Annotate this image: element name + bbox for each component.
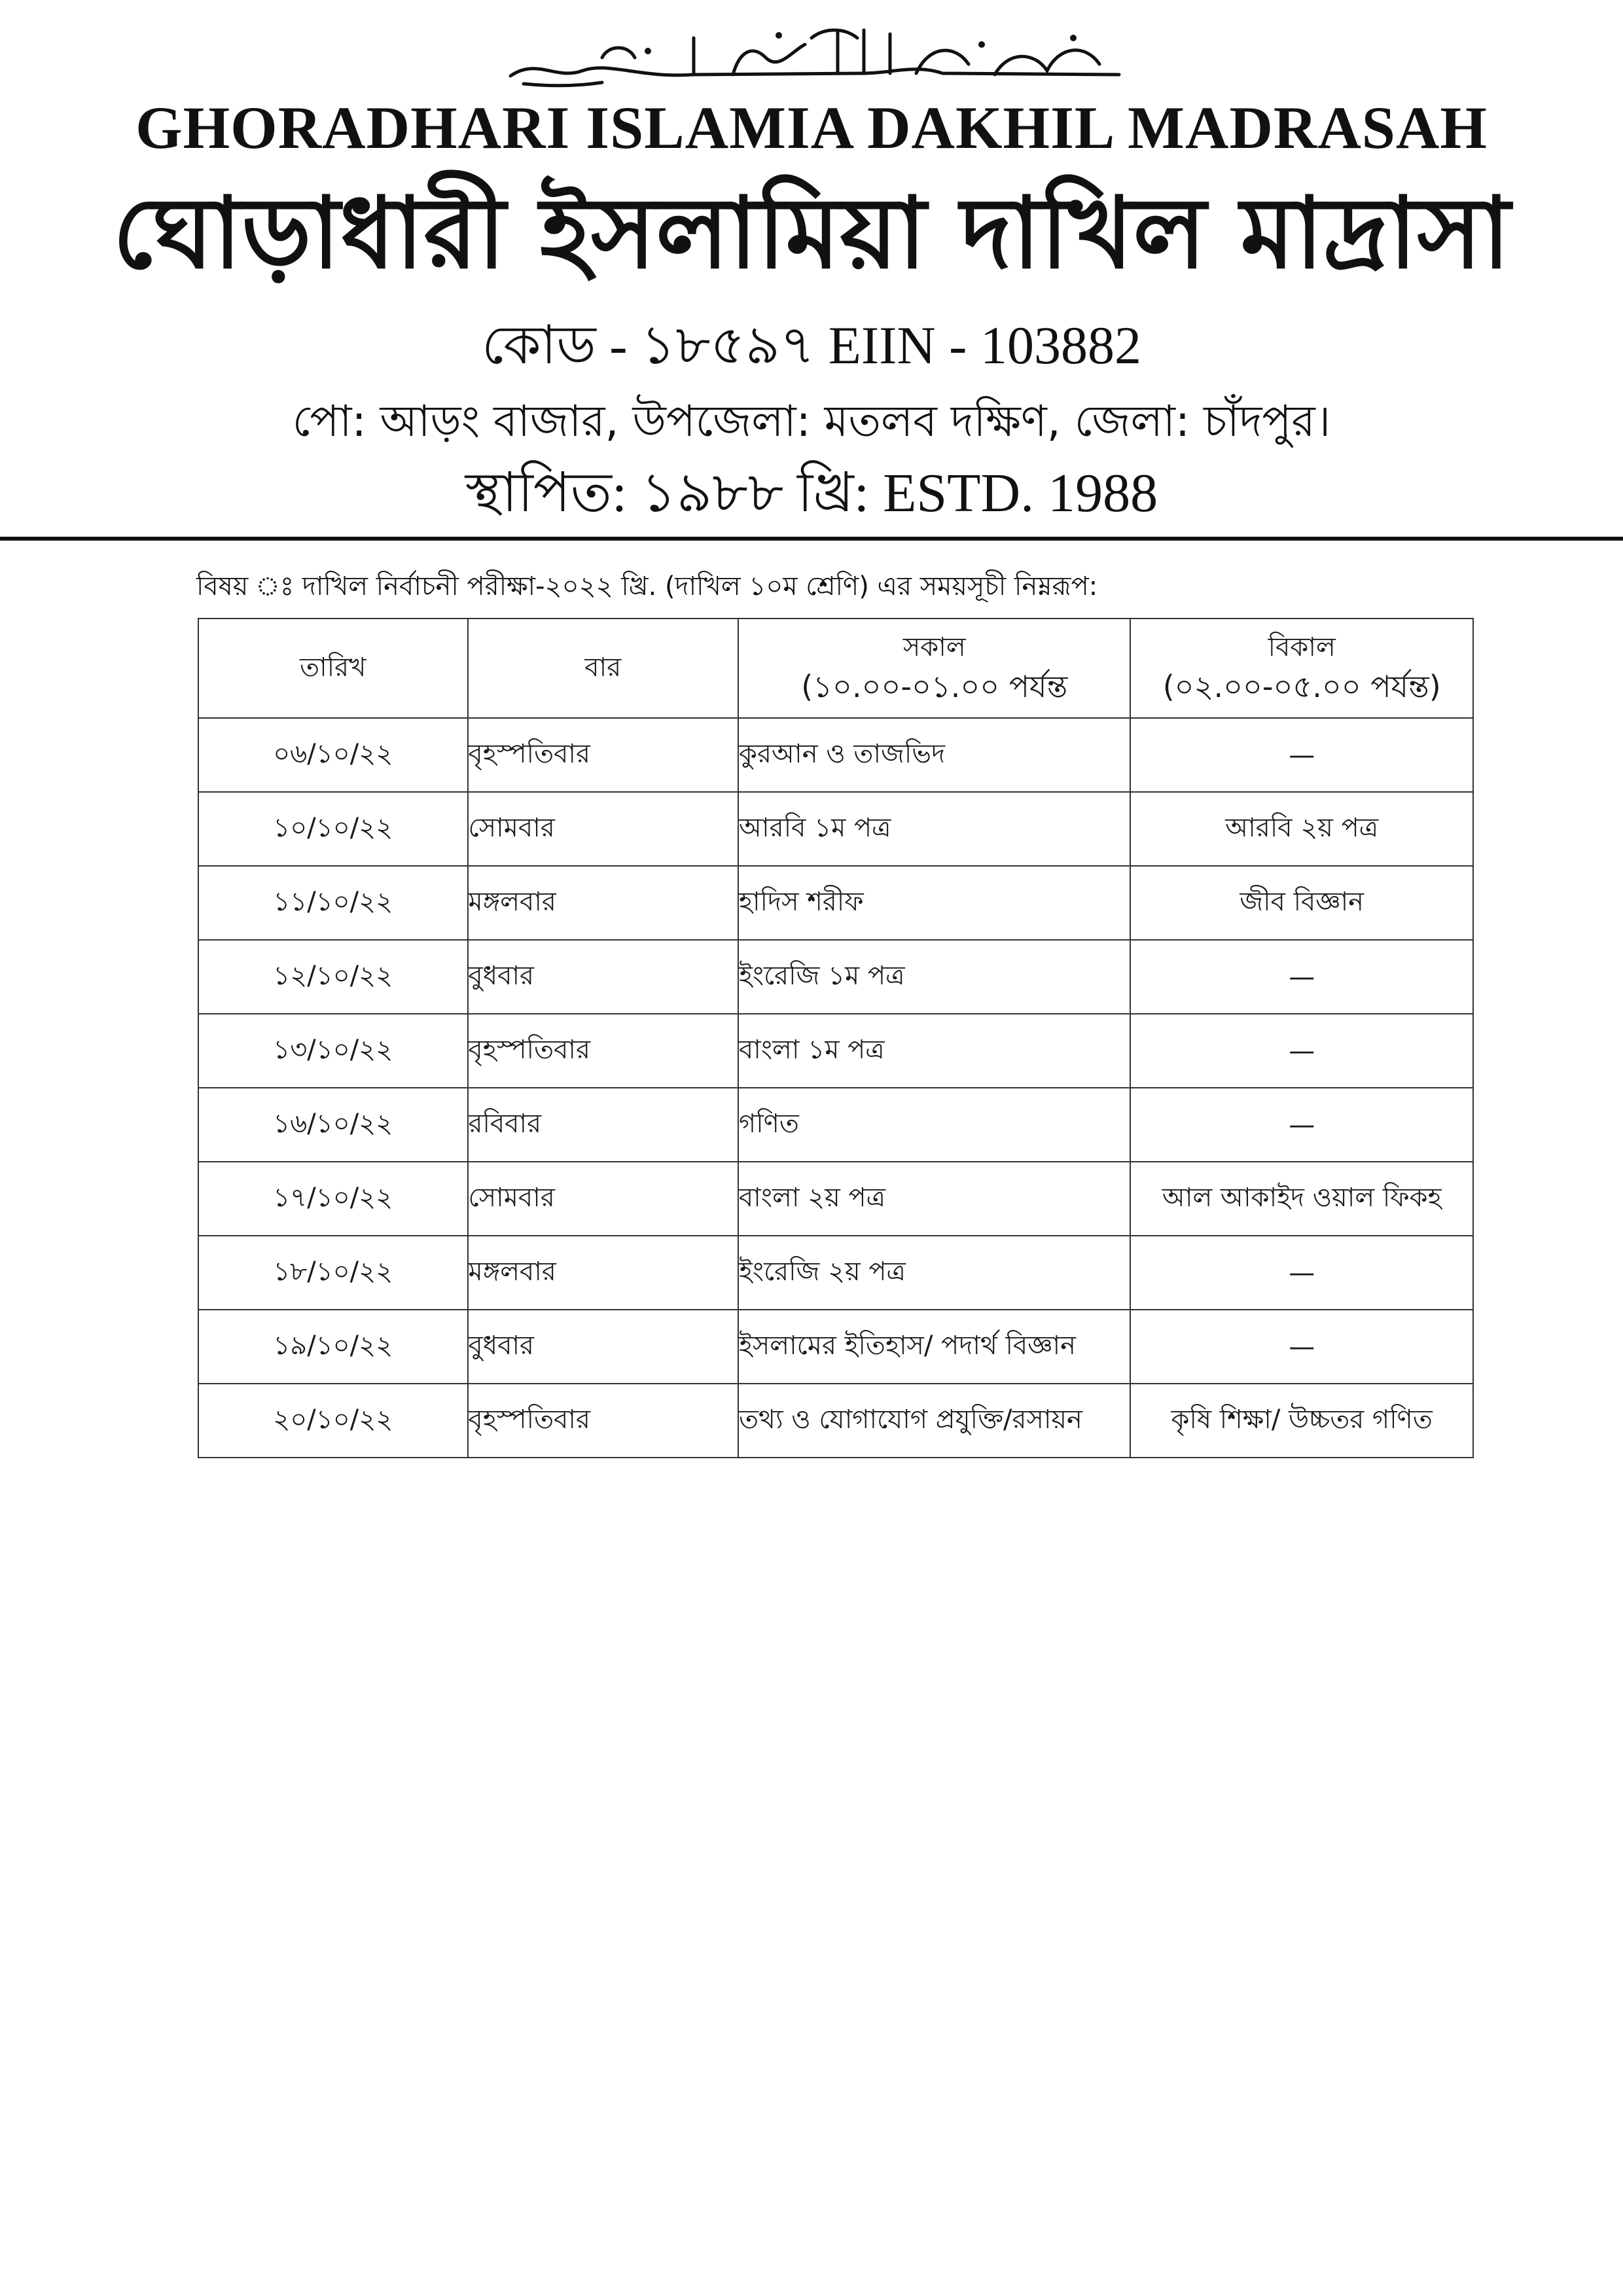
cell-morning-subject: ইংরেজি ১ম পত্র — [738, 940, 1130, 1014]
header-date — [198, 619, 468, 718]
cell-day: বুধবার — [468, 1310, 739, 1384]
header-date-label: তারিখ — [300, 652, 366, 683]
cell-day: সোমবার — [468, 1162, 739, 1236]
cell-date: ১৬/১০/২২ — [198, 1088, 468, 1162]
cell-morning-subject: তথ্য ও যোগাযোগ প্রযুক্তি/রসায়ন — [738, 1384, 1130, 1458]
cell-morning-subject: বাংলা ২য় পত্র — [738, 1162, 1130, 1236]
cell-date: ০৬/১০/২২ — [198, 718, 468, 792]
cell-morning-subject: বাংলা ১ম পত্র — [738, 1014, 1130, 1088]
cell-morning-subject: গণিত — [738, 1088, 1130, 1162]
bismillah-calligraphy — [497, 18, 1139, 90]
table-row — [198, 1088, 1473, 1162]
table-row — [198, 792, 1473, 866]
cell-afternoon-subject: আরবি ২য় পত্র — [1130, 792, 1473, 866]
header-morning — [738, 619, 1130, 718]
bismillah-calligraphy-drawing — [497, 18, 1139, 90]
cell-morning-subject: হাদিস শরীফ — [738, 866, 1130, 940]
code-eiin-line: কোড - ১৮৫৯৭ EIIN - 103882 — [482, 315, 1141, 375]
cell-afternoon-subject: — — [1130, 1088, 1473, 1162]
cell-afternoon-subject: — — [1130, 1310, 1473, 1384]
cell-afternoon-subject: — — [1130, 1014, 1473, 1088]
cell-morning-subject: ইসলামের ইতিহাস/ পদার্থ বিজ্ঞান — [738, 1310, 1130, 1384]
cell-day: বৃহস্পতিবার — [468, 718, 739, 792]
cell-day: সোমবার — [468, 792, 739, 866]
cell-afternoon-subject: — — [1130, 1236, 1473, 1310]
cell-date: ১৮/১০/২২ — [198, 1236, 468, 1310]
cell-date: ১০/১০/২২ — [198, 792, 468, 866]
cell-afternoon-subject: আল আকাইদ ওয়াল ফিকহ — [1130, 1162, 1473, 1236]
madrasah-name-english: GHORADHARI ISLAMIA DAKHIL MADRASAH — [135, 94, 1488, 161]
table-header-row — [198, 619, 1473, 718]
cell-date: ১৩/১০/২২ — [198, 1014, 468, 1088]
table-row — [198, 1236, 1473, 1310]
header-day-label: বার — [584, 652, 622, 683]
header-morning-time: (১০.০০-০১.০০ পর্যন্ত — [801, 669, 1068, 704]
cell-date: ২০/১০/২২ — [198, 1384, 468, 1458]
cell-date: ১১/১০/২২ — [198, 866, 468, 940]
exam-schedule-table — [198, 618, 1474, 1458]
cell-afternoon-subject: কৃষি শিক্ষা/ উচ্চতর গণিত — [1130, 1384, 1473, 1458]
cell-day: মঙ্গলবার — [468, 866, 739, 940]
cell-morning-subject: আরবি ১ম পত্র — [738, 792, 1130, 866]
cell-date: ১৭/১০/২২ — [198, 1162, 468, 1236]
header-afternoon — [1130, 619, 1473, 718]
table-row — [198, 1384, 1473, 1458]
header-afternoon-label: বিকাল — [1268, 632, 1336, 662]
cell-day: বুধবার — [468, 940, 739, 1014]
header-morning-label: সকাল — [902, 632, 966, 662]
cell-afternoon-subject: — — [1130, 718, 1473, 792]
table-row — [198, 940, 1473, 1014]
table-row — [198, 1014, 1473, 1088]
cell-morning-subject: ইংরেজি ২য় পত্র — [738, 1236, 1130, 1310]
cell-day: মঙ্গলবার — [468, 1236, 739, 1310]
exam-subject-line: বিষয় ঃ দাখিল নির্বাচনী পরীক্ষা-২০২২ খ্রি. (দাখিল ১০ম শ্রেণি) এর সময়সূচী নিম্নরূপ: — [196, 571, 1098, 601]
cell-day: বৃহস্পতিবার — [468, 1014, 739, 1088]
cell-afternoon-subject: — — [1130, 940, 1473, 1014]
table-row — [198, 1310, 1473, 1384]
established-line: স্থাপিত: ১৯৮৮ খ্রি: ESTD. 1988 — [465, 463, 1158, 524]
madrasah-name-bangla: ঘোড়াধারী ইসলামিয়া দাখিল মাদ্রাসা — [113, 177, 1510, 291]
table-row — [198, 866, 1473, 940]
header-afternoon-time: (০২.০০-০৫.০০ পর্যন্ত) — [1162, 669, 1441, 704]
header-day — [468, 619, 739, 718]
cell-day: রবিবার — [468, 1088, 739, 1162]
address-line: পো: আড়ং বাজার, উপজেলা: মতলব দক্ষিণ, জেলা: চাঁদপুর। — [292, 396, 1331, 446]
cell-afternoon-subject: জীব বিজ্ঞান — [1130, 866, 1473, 940]
cell-day: বৃহস্পতিবার — [468, 1384, 739, 1458]
cell-morning-subject: কুরআন ও তাজভিদ — [738, 718, 1130, 792]
header-divider — [0, 537, 1623, 541]
table-row — [198, 718, 1473, 792]
cell-date: ১৯/১০/২২ — [198, 1310, 468, 1384]
cell-date: ১২/১০/২২ — [198, 940, 468, 1014]
table-row — [198, 1162, 1473, 1236]
